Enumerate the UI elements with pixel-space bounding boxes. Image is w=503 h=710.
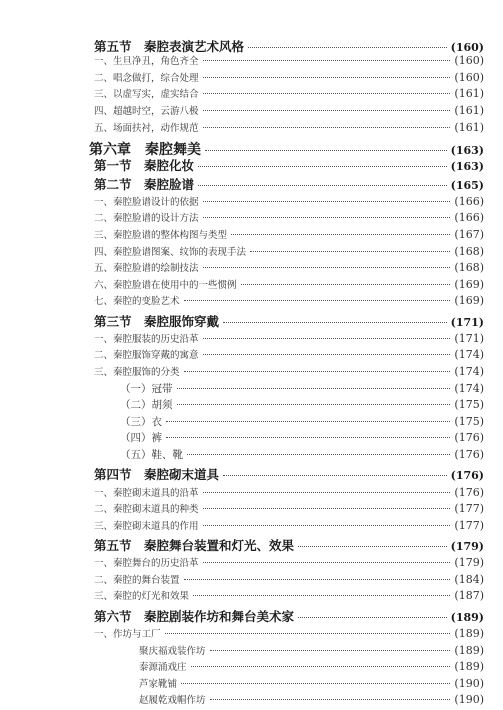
dot-leader <box>203 267 451 268</box>
dot-leader <box>231 234 450 235</box>
toc-entry <box>0 260 503 278</box>
toc-entry-page: (168) <box>454 261 484 274</box>
toc-entry-page: (176) <box>450 469 484 482</box>
toc-entry-page: (190) <box>454 693 484 706</box>
toc-entry-page: (169) <box>454 294 484 307</box>
toc-entry-page: (174) <box>454 348 484 361</box>
dot-leader <box>210 699 451 700</box>
dot-leader <box>177 388 451 389</box>
dot-leader <box>248 47 447 48</box>
toc-entry-title: 七、秦腔的变脸艺术 <box>94 296 180 307</box>
toc-entry-title: 一、秦腔脸谱设计的依据 <box>94 197 199 208</box>
dot-leader <box>184 300 451 301</box>
toc-entry-page: (189) <box>454 644 484 657</box>
dot-leader <box>223 322 447 323</box>
toc-entry-page: (189) <box>454 627 484 640</box>
dot-leader <box>165 633 451 634</box>
dot-leader <box>203 354 451 355</box>
dot-leader <box>203 562 451 563</box>
toc-entry <box>0 139 503 157</box>
toc-entry-page: (176) <box>454 448 484 461</box>
toc-entry-page: (171) <box>450 316 484 329</box>
toc-entry-title: 一、作坊与工厂 <box>94 629 161 640</box>
toc-entry-page: (175) <box>454 415 484 428</box>
toc-entry <box>0 175 503 193</box>
dot-leader <box>203 508 451 509</box>
toc-entry-page: (189) <box>450 611 484 624</box>
toc-entry <box>0 397 503 415</box>
toc-entry-title: 第三节 秦腔服饰穿戴 <box>94 314 220 329</box>
toc-entry-title: （二）胡须 <box>120 399 173 411</box>
toc-entry-title: 四、超越时空，云游八极 <box>94 106 199 117</box>
dot-leader <box>191 666 451 667</box>
toc-entry <box>0 501 503 519</box>
toc-entry-page: (179) <box>454 556 484 569</box>
toc-entry-title: 聚庆福戏装作坊 <box>139 646 206 657</box>
toc-entry <box>0 536 503 554</box>
dot-leader <box>203 525 451 526</box>
dot-leader <box>184 371 451 372</box>
dot-leader <box>166 421 450 422</box>
toc-entry-page: (161) <box>454 87 484 100</box>
toc-entry-title: 二、秦腔砌末道具的种类 <box>94 504 199 515</box>
dot-leader <box>298 617 447 618</box>
toc-entry-title: 二、秦腔脸谱的设计方法 <box>94 213 199 224</box>
toc-entry-title: 第四节 秦腔砌末道具 <box>94 467 220 482</box>
toc-entry-page: (174) <box>454 365 484 378</box>
toc-entry-page: (190) <box>454 677 484 690</box>
toc-entry-page: (160) <box>454 54 484 67</box>
dot-leader <box>193 595 450 596</box>
toc-entry <box>0 447 503 465</box>
toc-entry <box>0 626 503 644</box>
toc-entry-title: 六、秦腔脸谱在使用中的一些惯例 <box>94 280 237 291</box>
toc-entry <box>0 692 503 710</box>
toc-entry-title: 三、秦腔的灯光和效果 <box>94 591 190 602</box>
dot-leader <box>184 579 451 580</box>
toc-entry-page: (169) <box>454 278 484 291</box>
dot-leader <box>203 127 451 128</box>
dot-leader <box>203 60 451 61</box>
toc-entry-page: (168) <box>454 245 484 258</box>
dot-leader <box>181 683 450 684</box>
toc-entry-title: 第六节 秦腔剧装作坊和舞台美术家 <box>94 609 295 624</box>
dot-leader <box>203 93 451 94</box>
toc-entry-title: 五、秦腔脸谱的绘制技法 <box>94 263 199 274</box>
toc-entry-title: 第六章 秦腔舞美 <box>89 142 201 158</box>
toc-entry <box>0 53 503 71</box>
toc-entry <box>0 156 503 174</box>
toc-entry-title: 泰源涌戏庄 <box>139 662 187 673</box>
toc-entry-page: (166) <box>454 195 484 208</box>
dot-leader <box>223 475 447 476</box>
toc-entry <box>0 364 503 382</box>
dot-leader <box>198 185 447 186</box>
toc-entry <box>0 312 503 330</box>
toc-entry <box>0 210 503 228</box>
toc-entry-page: (177) <box>454 519 484 532</box>
toc-entry-title: （一）冠带 <box>120 383 173 395</box>
toc-entry <box>0 555 503 573</box>
dot-leader <box>250 251 450 252</box>
toc-entry-title: 第五节 秦腔舞台装置和灯光、效果 <box>94 538 295 553</box>
dot-leader <box>203 110 451 111</box>
toc-entry-page: (176) <box>454 486 484 499</box>
toc-entry-page: (161) <box>454 121 484 134</box>
toc-entry-title: 第五节 秦腔表演艺术风格 <box>94 39 245 54</box>
dot-leader <box>166 437 450 438</box>
dot-leader <box>298 546 447 547</box>
toc-entry <box>0 293 503 311</box>
toc-entry-title: （三）衣 <box>120 416 162 428</box>
toc-entry-title: 三、秦腔服饰的分类 <box>94 367 180 378</box>
toc-entry-page: (184) <box>454 573 484 586</box>
toc-entry-page: (160) <box>454 71 484 84</box>
dot-leader <box>203 77 451 78</box>
toc-entry-page: (167) <box>454 228 484 241</box>
toc-entry-page: (187) <box>454 589 484 602</box>
toc-entry-page: (171) <box>454 332 484 345</box>
toc-entry-title: 二、秦腔服饰穿戴的寓意 <box>94 350 199 361</box>
toc-entry <box>0 86 503 104</box>
toc-entry-page: (177) <box>454 502 484 515</box>
toc-entry <box>0 120 503 138</box>
toc-entry-page: (179) <box>450 540 484 553</box>
dot-leader <box>210 650 451 651</box>
toc-entry <box>0 465 503 483</box>
toc-entry-page: (165) <box>450 179 484 192</box>
toc-entry <box>0 518 503 536</box>
dot-leader <box>241 284 451 285</box>
dot-leader <box>203 217 451 218</box>
toc-entry <box>0 607 503 625</box>
dot-leader <box>205 150 447 151</box>
dot-leader <box>198 166 447 167</box>
dot-leader <box>203 338 451 339</box>
toc-entry-page: (161) <box>454 104 484 117</box>
toc-entry <box>0 347 503 365</box>
toc-entry-title: 一、生旦净丑，角色齐全 <box>94 56 199 67</box>
toc-entry-title: 一、秦腔服装的历史沿革 <box>94 334 199 345</box>
toc-entry-title: 三、以虚写实，虚实结合 <box>94 89 199 100</box>
toc-entry-title: 芦家靴铺 <box>139 679 178 690</box>
toc-entry <box>0 430 503 448</box>
dot-leader <box>177 404 451 405</box>
toc-entry-page: (175) <box>454 398 484 411</box>
toc-entry-page: (163) <box>450 160 484 173</box>
toc-entry <box>0 588 503 606</box>
toc-entry <box>0 659 503 677</box>
toc-entry-page: (163) <box>450 144 484 157</box>
dot-leader <box>203 492 451 493</box>
toc-entry-title: 赵履乾戏帽作坊 <box>139 695 206 706</box>
toc-entry-title: 五、场面扶衬，动作规范 <box>94 123 199 134</box>
toc-entry-page: (174) <box>454 382 484 395</box>
toc-entry <box>0 103 503 121</box>
dot-leader <box>203 201 451 202</box>
toc-entry-page: (160) <box>450 41 484 54</box>
toc-entry-title: 三、秦腔砌末道具的作用 <box>94 521 199 532</box>
toc-entry-title: （五）鞋、靴 <box>120 449 183 461</box>
toc-entry-page: (189) <box>454 660 484 673</box>
toc-entry-title: （四）裤 <box>120 432 162 444</box>
toc-entry-page: (176) <box>454 431 484 444</box>
toc-entry-page: (166) <box>454 211 484 224</box>
toc-entry-title: 三、秦腔脸谱的整体构图与类型 <box>94 230 228 241</box>
toc-entry-title: 一、秦腔舞台的历史沿革 <box>94 558 199 569</box>
dot-leader <box>187 454 450 455</box>
toc-entry-title: 二、唱念做打，综合处理 <box>94 73 199 84</box>
toc-entry-title: 四、秦腔脸谱图案、纹饰的表现手法 <box>94 247 247 258</box>
toc-entry-title: 二、秦腔的舞台装置 <box>94 575 180 586</box>
toc-entry-title: 一、秦腔砌末道具的沿革 <box>94 488 199 499</box>
toc-entry <box>0 227 503 245</box>
toc-entry-title: 第一节 秦腔化妆 <box>94 158 195 173</box>
toc-entry-title: 第二节 秦腔脸谱 <box>94 177 195 192</box>
